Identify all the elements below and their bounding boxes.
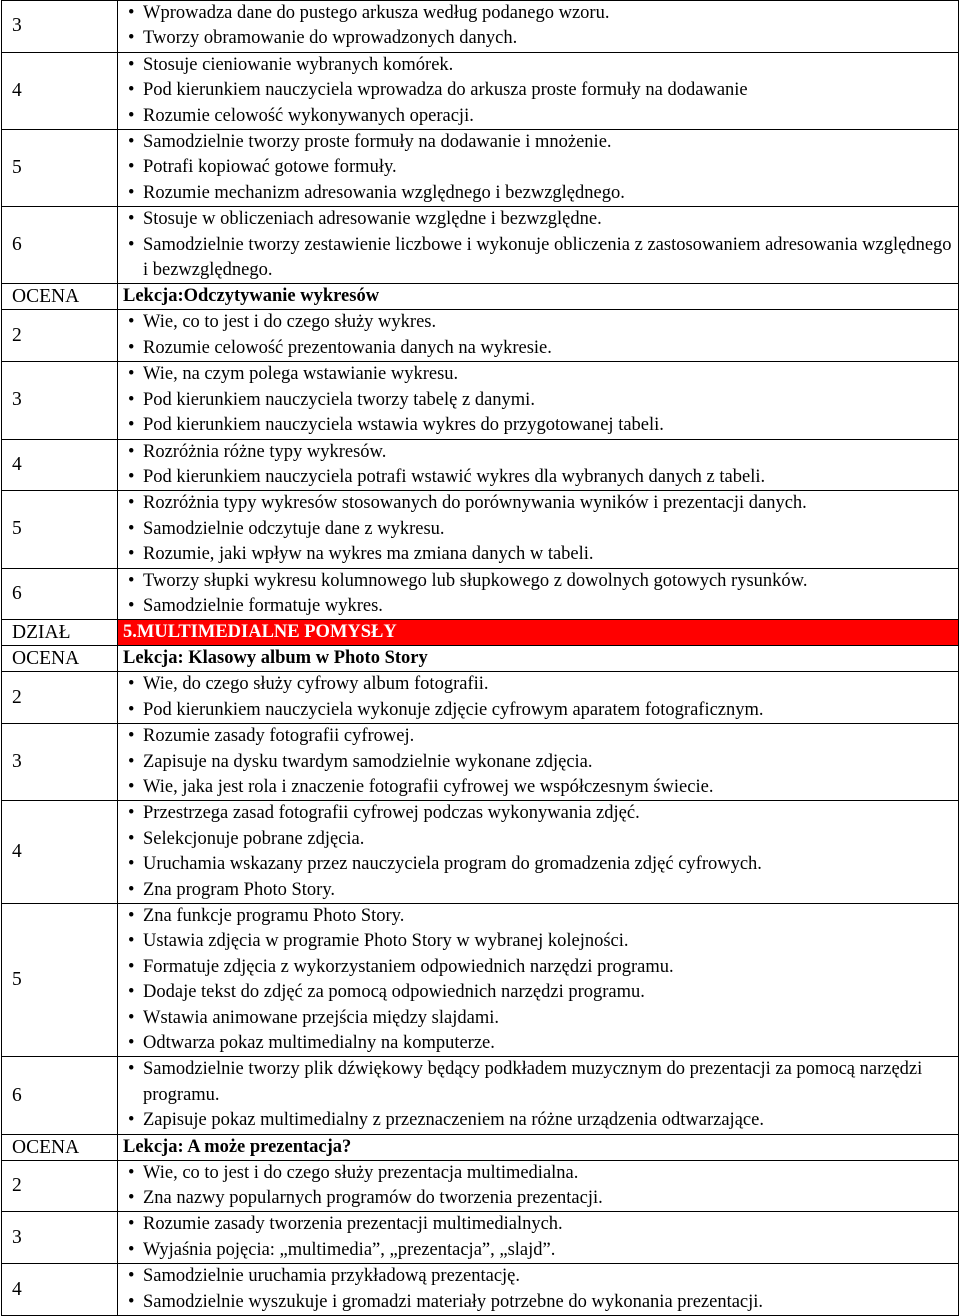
grade-value: 6	[2, 207, 118, 284]
section-row	[2, 620, 959, 646]
requirements-cell	[118, 801, 959, 904]
requirement-item: • Samodzielnie tworzy zestawienie liczbowe i wykonuje obliczenia z zastosowaniem adresowania względnego i bezwzględnego.	[128, 233, 954, 284]
requirement-item: • Pod kierunkiem nauczyciela wykonuje zdjęcie cyfrowym aparatem fotograficznym.	[128, 698, 954, 723]
requirement-item: • Odtwarza pokaz multimedialny na komputerze.	[128, 1031, 954, 1056]
requirements-list	[128, 491, 954, 567]
requirement-item: • Formatuje zdjęcia z wykorzystaniem odpowiednich narzędzi programu.	[128, 955, 954, 980]
grade-row	[2, 439, 959, 491]
grade-row	[2, 491, 959, 568]
grade-row	[2, 130, 959, 207]
requirements-list	[128, 310, 954, 361]
requirement-item: • Zapisuje pokaz multimedialny z przeznaczeniem na różne urządzenia odtwarzające.	[128, 1108, 954, 1133]
requirement-item: • Pod kierunkiem nauczyciela wstawia wykres do przygotowanej tabeli.	[128, 413, 954, 438]
requirement-item: • Pod kierunkiem nauczyciela wprowadza do arkusza proste formuły na dodawanie	[128, 78, 954, 103]
grade-row	[2, 1160, 959, 1212]
requirement-item: • Rozumie mechanizm adresowania względnego i bezwzględnego.	[128, 181, 954, 206]
grade-value: 3	[2, 362, 118, 439]
requirement-item: • Samodzielnie tworzy proste formuły na dodawanie i mnożenie.	[128, 130, 954, 155]
requirement-item: • Przestrzega zasad fotografii cyfrowej podczas wykonywania zdjęć.	[128, 801, 954, 826]
requirements-list	[128, 130, 954, 206]
requirement-item: • Zapisuje na dysku twardym samodzielnie wykonane zdjęcia.	[128, 750, 954, 775]
grade-row	[2, 568, 959, 620]
requirement-item: • Wie, co to jest i do czego służy prezentacja multimedialna.	[128, 1161, 954, 1186]
grade-value: 5	[2, 130, 118, 207]
requirement-item: • Uruchamia wskazany przez nauczyciela program do gromadzenia zdjęć cyfrowych.	[128, 852, 954, 877]
requirement-item: • Samodzielnie uruchamia przykładową prezentację.	[128, 1264, 954, 1289]
requirements-list	[128, 904, 954, 1056]
requirements-cell	[118, 439, 959, 491]
requirements-list	[128, 1264, 954, 1315]
requirements-list	[128, 440, 954, 491]
requirements-list	[128, 53, 954, 129]
lesson-title: Lekcja: A może prezentacja?	[118, 1134, 959, 1160]
requirement-item: • Wprowadza dane do pustego arkusza według podanego wzoru.	[128, 1, 954, 26]
grade-row	[2, 1057, 959, 1134]
requirement-item: • Zna program Photo Story.	[128, 878, 954, 903]
requirement-item: • Rozumie zasady fotografii cyfrowej.	[128, 724, 954, 749]
requirement-item: • Samodzielnie tworzy plik dźwiękowy będący podkładem muzycznym do prezentacji za pomocą narzędzi programu.	[128, 1057, 954, 1108]
lesson-header-row	[2, 1134, 959, 1160]
grade-value: 3	[2, 1212, 118, 1264]
grade-row	[2, 672, 959, 724]
grade-value: 3	[2, 1, 118, 53]
requirements-list	[128, 569, 954, 620]
requirement-item: • Stosuje w obliczeniach adresowanie względne i bezwzględne.	[128, 207, 954, 232]
requirements-list	[128, 1212, 954, 1263]
grade-row	[2, 801, 959, 904]
grade-row	[2, 310, 959, 362]
grade-value: 3	[2, 724, 118, 801]
requirement-item: • Wie, na czym polega wstawianie wykresu.	[128, 362, 954, 387]
requirement-item: • Rozróżnia różne typy wykresów.	[128, 440, 954, 465]
requirement-item: • Wie, co to jest i do czego służy wykres.	[128, 310, 954, 335]
requirements-cell	[118, 904, 959, 1057]
grade-row	[2, 52, 959, 129]
lesson-title: Lekcja:Odczytywanie wykresów	[118, 284, 959, 310]
grade-value: 5	[2, 904, 118, 1057]
requirements-cell	[118, 672, 959, 724]
requirement-item: • Wstawia animowane przejścia między slajdami.	[128, 1006, 954, 1031]
requirements-list	[128, 1, 954, 52]
requirements-cell	[118, 362, 959, 439]
requirements-cell	[118, 1, 959, 53]
requirement-item: • Potrafi kopiować gotowe formuły.	[128, 155, 954, 180]
requirement-item: • Ustawia zdjęcia w programie Photo Story w wybranej kolejności.	[128, 929, 954, 954]
requirements-cell	[118, 52, 959, 129]
grade-value: 4	[2, 439, 118, 491]
grade-column-label: OCENA	[2, 646, 118, 672]
requirement-item: • Samodzielnie wyszukuje i gromadzi materiały potrzebne do wykonania prezentacji.	[128, 1290, 954, 1315]
lesson-header-row	[2, 646, 959, 672]
grade-row	[2, 207, 959, 284]
grade-row	[2, 1, 959, 53]
requirement-item: • Rozumie celowość prezentowania danych na wykresie.	[128, 336, 954, 361]
requirements-cell	[118, 724, 959, 801]
grade-value: 2	[2, 672, 118, 724]
requirement-item: • Pod kierunkiem nauczyciela tworzy tabelę z danymi.	[128, 388, 954, 413]
requirement-item: • Rozumie celowość wykonywanych operacji.	[128, 104, 954, 129]
requirements-cell	[118, 207, 959, 284]
grade-value: 2	[2, 1160, 118, 1212]
requirements-cell	[118, 1212, 959, 1264]
requirement-item: • Zna nazwy popularnych programów do tworzenia prezentacji.	[128, 1186, 954, 1211]
requirement-item: • Selekcjonuje pobrane zdjęcia.	[128, 827, 954, 852]
lesson-title: Lekcja: Klasowy album w Photo Story	[118, 646, 959, 672]
requirements-list	[128, 362, 954, 438]
requirements-table-body	[2, 1, 959, 1316]
requirements-cell	[118, 1057, 959, 1134]
requirements-cell	[118, 1160, 959, 1212]
grade-value: 4	[2, 801, 118, 904]
grade-value: 2	[2, 310, 118, 362]
grade-column-label: OCENA	[2, 284, 118, 310]
requirement-item: • Rozumie zasady tworzenia prezentacji multimedialnych.	[128, 1212, 954, 1237]
grade-row	[2, 1264, 959, 1316]
requirement-item: • Samodzielnie odczytuje dane z wykresu.	[128, 517, 954, 542]
requirements-table	[1, 0, 959, 1316]
requirement-item: • Samodzielnie formatuje wykres.	[128, 594, 954, 619]
requirements-list	[128, 672, 954, 723]
requirements-list	[128, 724, 954, 800]
grade-value: 5	[2, 491, 118, 568]
requirement-item: • Rozumie, jaki wpływ na wykres ma zmiana danych w tabeli.	[128, 542, 954, 567]
grade-value: 6	[2, 568, 118, 620]
requirement-item: • Wie, do czego służy cyfrowy album fotografii.	[128, 672, 954, 697]
section-title: 5.MULTIMEDIALNE POMYSŁY	[118, 620, 959, 646]
grade-value: 4	[2, 52, 118, 129]
requirement-item: • Wie, jaka jest rola i znaczenie fotografii cyfrowej we współczesnym świecie.	[128, 775, 954, 800]
requirement-item: • Tworzy słupki wykresu kolumnowego lub słupkowego z dowolnych gotowych rysunków.	[128, 569, 954, 594]
lesson-header-row	[2, 284, 959, 310]
requirement-item: • Pod kierunkiem nauczyciela potrafi wstawić wykres dla wybranych danych z tabeli.	[128, 465, 954, 490]
grade-row	[2, 362, 959, 439]
requirements-list	[128, 801, 954, 903]
grade-column-label: OCENA	[2, 1134, 118, 1160]
requirements-cell	[118, 130, 959, 207]
grade-row	[2, 724, 959, 801]
requirement-item: • Rozróżnia typy wykresów stosowanych do porównywania wyników i prezentacji danych.	[128, 491, 954, 516]
requirements-list	[128, 1161, 954, 1212]
requirement-item: • Wyjaśnia pojęcia: „multimedia”, „prezentacja”, „slajd”.	[128, 1238, 954, 1263]
requirements-cell	[118, 491, 959, 568]
requirements-cell	[118, 1264, 959, 1316]
requirement-item: • Tworzy obramowanie do wprowadzonych danych.	[128, 26, 954, 51]
requirements-list	[128, 1057, 954, 1133]
requirement-item: • Stosuje cieniowanie wybranych komórek.	[128, 53, 954, 78]
grade-row	[2, 1212, 959, 1264]
requirements-cell	[118, 568, 959, 620]
requirements-list	[128, 207, 954, 283]
grade-value: 4	[2, 1264, 118, 1316]
section-label: DZIAŁ	[2, 620, 118, 646]
requirement-item: • Dodaje tekst do zdjęć za pomocą odpowiednich narzędzi programu.	[128, 980, 954, 1005]
grade-value: 6	[2, 1057, 118, 1134]
requirements-cell	[118, 310, 959, 362]
requirement-item: • Zna funkcje programu Photo Story.	[128, 904, 954, 929]
grade-row	[2, 904, 959, 1057]
